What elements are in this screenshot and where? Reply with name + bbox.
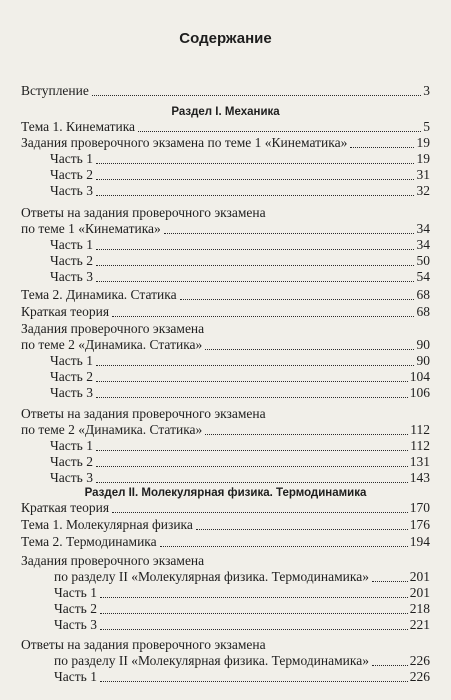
toc-entry	[0, 369, 451, 385]
toc-entry	[0, 406, 451, 422]
toc-entry-text: по теме 1 «Кинематика»	[21, 221, 161, 236]
toc-leader-dots	[372, 665, 408, 666]
toc-leader-dots	[160, 546, 408, 547]
toc-entry-text: Ответы на задания проверочного экзамена	[21, 406, 266, 421]
toc-entry	[0, 304, 451, 320]
toc-entry	[0, 353, 451, 369]
toc-entry-text: Часть 3	[50, 470, 93, 485]
toc-entry-page: 226	[409, 669, 430, 684]
toc-leader-dots	[164, 233, 414, 234]
toc-entry	[0, 669, 451, 685]
toc-entry	[0, 438, 451, 454]
toc-entry-text: по теме 2 «Динамика. Статика»	[21, 337, 203, 352]
toc-entry-text: Часть 3	[50, 385, 93, 400]
toc-entry-text: Часть 2	[54, 601, 97, 616]
toc-entry-text: Часть 3	[54, 617, 97, 632]
section-heading: Раздел I. Механика	[171, 106, 280, 118]
toc-entry-text: Часть 1	[54, 669, 97, 684]
page-title: Содержание	[179, 30, 272, 47]
toc-entry-page: 50	[416, 253, 430, 268]
toc-entry-page: 3	[423, 83, 430, 98]
toc-leader-dots	[96, 195, 414, 196]
toc-leader-dots	[205, 434, 408, 435]
toc-entry-text: Задания проверочного экзамена по теме 1 «Кинематика»	[21, 135, 348, 150]
toc-entry-text: Часть 1	[50, 237, 93, 252]
toc-entry-text: Задания проверочного экзамена	[21, 553, 205, 568]
toc-leader-dots	[112, 316, 414, 317]
toc-entry	[0, 287, 451, 303]
toc-entry-page: 68	[416, 304, 430, 319]
toc-entry-page: 201	[409, 585, 430, 600]
toc-entry	[0, 119, 451, 135]
toc-entry-text: Краткая теория	[21, 304, 110, 319]
toc-leader-dots	[96, 466, 408, 467]
toc-leader-dots	[350, 147, 414, 148]
toc-entry	[0, 83, 451, 99]
toc-entry-page: 68	[416, 287, 430, 302]
toc-entry	[0, 269, 451, 285]
toc-entry-page: 31	[416, 167, 430, 182]
toc-entry	[0, 167, 451, 183]
toc-entry	[0, 637, 451, 653]
toc-leader-dots	[96, 163, 414, 164]
toc-leader-dots	[92, 95, 421, 96]
toc-entry-page: 194	[409, 534, 430, 549]
toc-leader-dots	[205, 349, 414, 350]
toc-entry	[0, 653, 451, 669]
toc-entry	[0, 205, 451, 221]
toc-entry-text: Часть 2	[50, 369, 93, 384]
toc-leader-dots	[100, 597, 408, 598]
toc-entry-text: Часть 3	[50, 183, 93, 198]
toc-entry-page: 90	[416, 337, 430, 352]
toc-entry-text: Часть 1	[50, 151, 93, 166]
toc-leader-dots	[96, 450, 408, 451]
toc-entry	[0, 569, 451, 585]
toc-entry-text: Тема 1. Молекулярная физика	[21, 517, 193, 532]
toc-leader-dots	[100, 629, 408, 630]
toc-entry-text: по разделу II «Молекулярная физика. Термодинамика»	[54, 569, 369, 584]
toc-entry	[0, 237, 451, 253]
toc-entry	[0, 517, 451, 533]
toc-leader-dots	[372, 581, 408, 582]
toc-entry-page: 218	[409, 601, 430, 616]
toc-leader-dots	[96, 265, 414, 266]
toc-leader-dots	[100, 613, 408, 614]
toc-entry-text: Часть 1	[54, 585, 97, 600]
toc-entry-page: 112	[410, 438, 430, 453]
toc-entry-text: Часть 1	[50, 438, 93, 453]
toc-entry-page: 112	[410, 422, 430, 437]
toc-entry	[0, 500, 451, 516]
toc-entry-text: по разделу II «Молекулярная физика. Термодинамика»	[54, 653, 369, 668]
toc-entry-page: 170	[409, 500, 430, 515]
toc-entry-text: Вступление	[21, 83, 89, 98]
toc-leader-dots	[196, 529, 408, 530]
toc-entry	[0, 617, 451, 633]
toc-leader-dots	[96, 179, 414, 180]
toc-entry	[0, 422, 451, 438]
toc-leader-dots	[100, 681, 408, 682]
toc-entry-text: Часть 2	[50, 253, 93, 268]
toc-entry-page: 226	[409, 653, 430, 668]
toc-entry	[0, 601, 451, 617]
toc-entry-page: 106	[409, 385, 430, 400]
section-heading: Раздел II. Молекулярная физика. Термодинамика	[84, 487, 367, 499]
toc-entry-page: 32	[416, 183, 430, 198]
toc-entry	[0, 221, 451, 237]
toc-entry	[0, 151, 451, 167]
toc-entry-page: 176	[409, 517, 430, 532]
toc-entry-text: Тема 2. Термодинамика	[21, 534, 157, 549]
toc-entry	[0, 135, 451, 151]
toc-leader-dots	[96, 381, 408, 382]
toc-entry-page: 201	[409, 569, 430, 584]
toc-entry-page: 34	[416, 221, 430, 236]
toc-entry-page: 143	[409, 470, 430, 485]
toc-entry	[0, 553, 451, 569]
toc-entry-text: Тема 2. Динамика. Статика	[21, 287, 177, 302]
toc-entry-text: Ответы на задания проверочного экзамена	[21, 205, 266, 220]
toc-leader-dots	[96, 397, 408, 398]
toc-entry-text: Ответы на задания проверочного экзамена	[21, 637, 266, 652]
toc-entry-page: 104	[409, 369, 430, 384]
toc-leader-dots	[96, 482, 408, 483]
toc-leader-dots	[96, 281, 414, 282]
toc-entry	[0, 253, 451, 269]
toc-entry	[0, 470, 451, 486]
toc-entry-text: Краткая теория	[21, 500, 110, 515]
toc-entry-text: Задания проверочного экзамена	[21, 321, 205, 336]
toc-leader-dots	[112, 512, 408, 513]
toc-leader-dots	[96, 249, 414, 250]
toc-entry-page: 19	[416, 135, 430, 150]
toc-entry-page: 90	[416, 353, 430, 368]
toc-entry	[0, 454, 451, 470]
toc-entry-page: 54	[416, 269, 430, 284]
toc-leader-dots	[138, 131, 421, 132]
toc-entry-page: 19	[416, 151, 430, 166]
toc-entry-text: по теме 2 «Динамика. Статика»	[21, 422, 203, 437]
toc-entry-text: Часть 2	[50, 454, 93, 469]
toc-entry	[0, 585, 451, 601]
toc-entry-text: Часть 3	[50, 269, 93, 284]
toc-entry-page: 221	[409, 617, 430, 632]
toc-entry	[0, 321, 451, 337]
toc-entry-text: Тема 1. Кинематика	[21, 119, 136, 134]
toc-entry	[0, 385, 451, 401]
toc-entry-page: 131	[409, 454, 430, 469]
toc-entry	[0, 337, 451, 353]
toc-leader-dots	[96, 365, 414, 366]
toc-entry-text: Часть 2	[50, 167, 93, 182]
toc-entry-page: 34	[416, 237, 430, 252]
toc-entry-text: Часть 1	[50, 353, 93, 368]
toc-leader-dots	[180, 299, 414, 300]
toc-entry	[0, 183, 451, 199]
toc-entry-page: 5	[423, 119, 430, 134]
toc-entry	[0, 534, 451, 550]
